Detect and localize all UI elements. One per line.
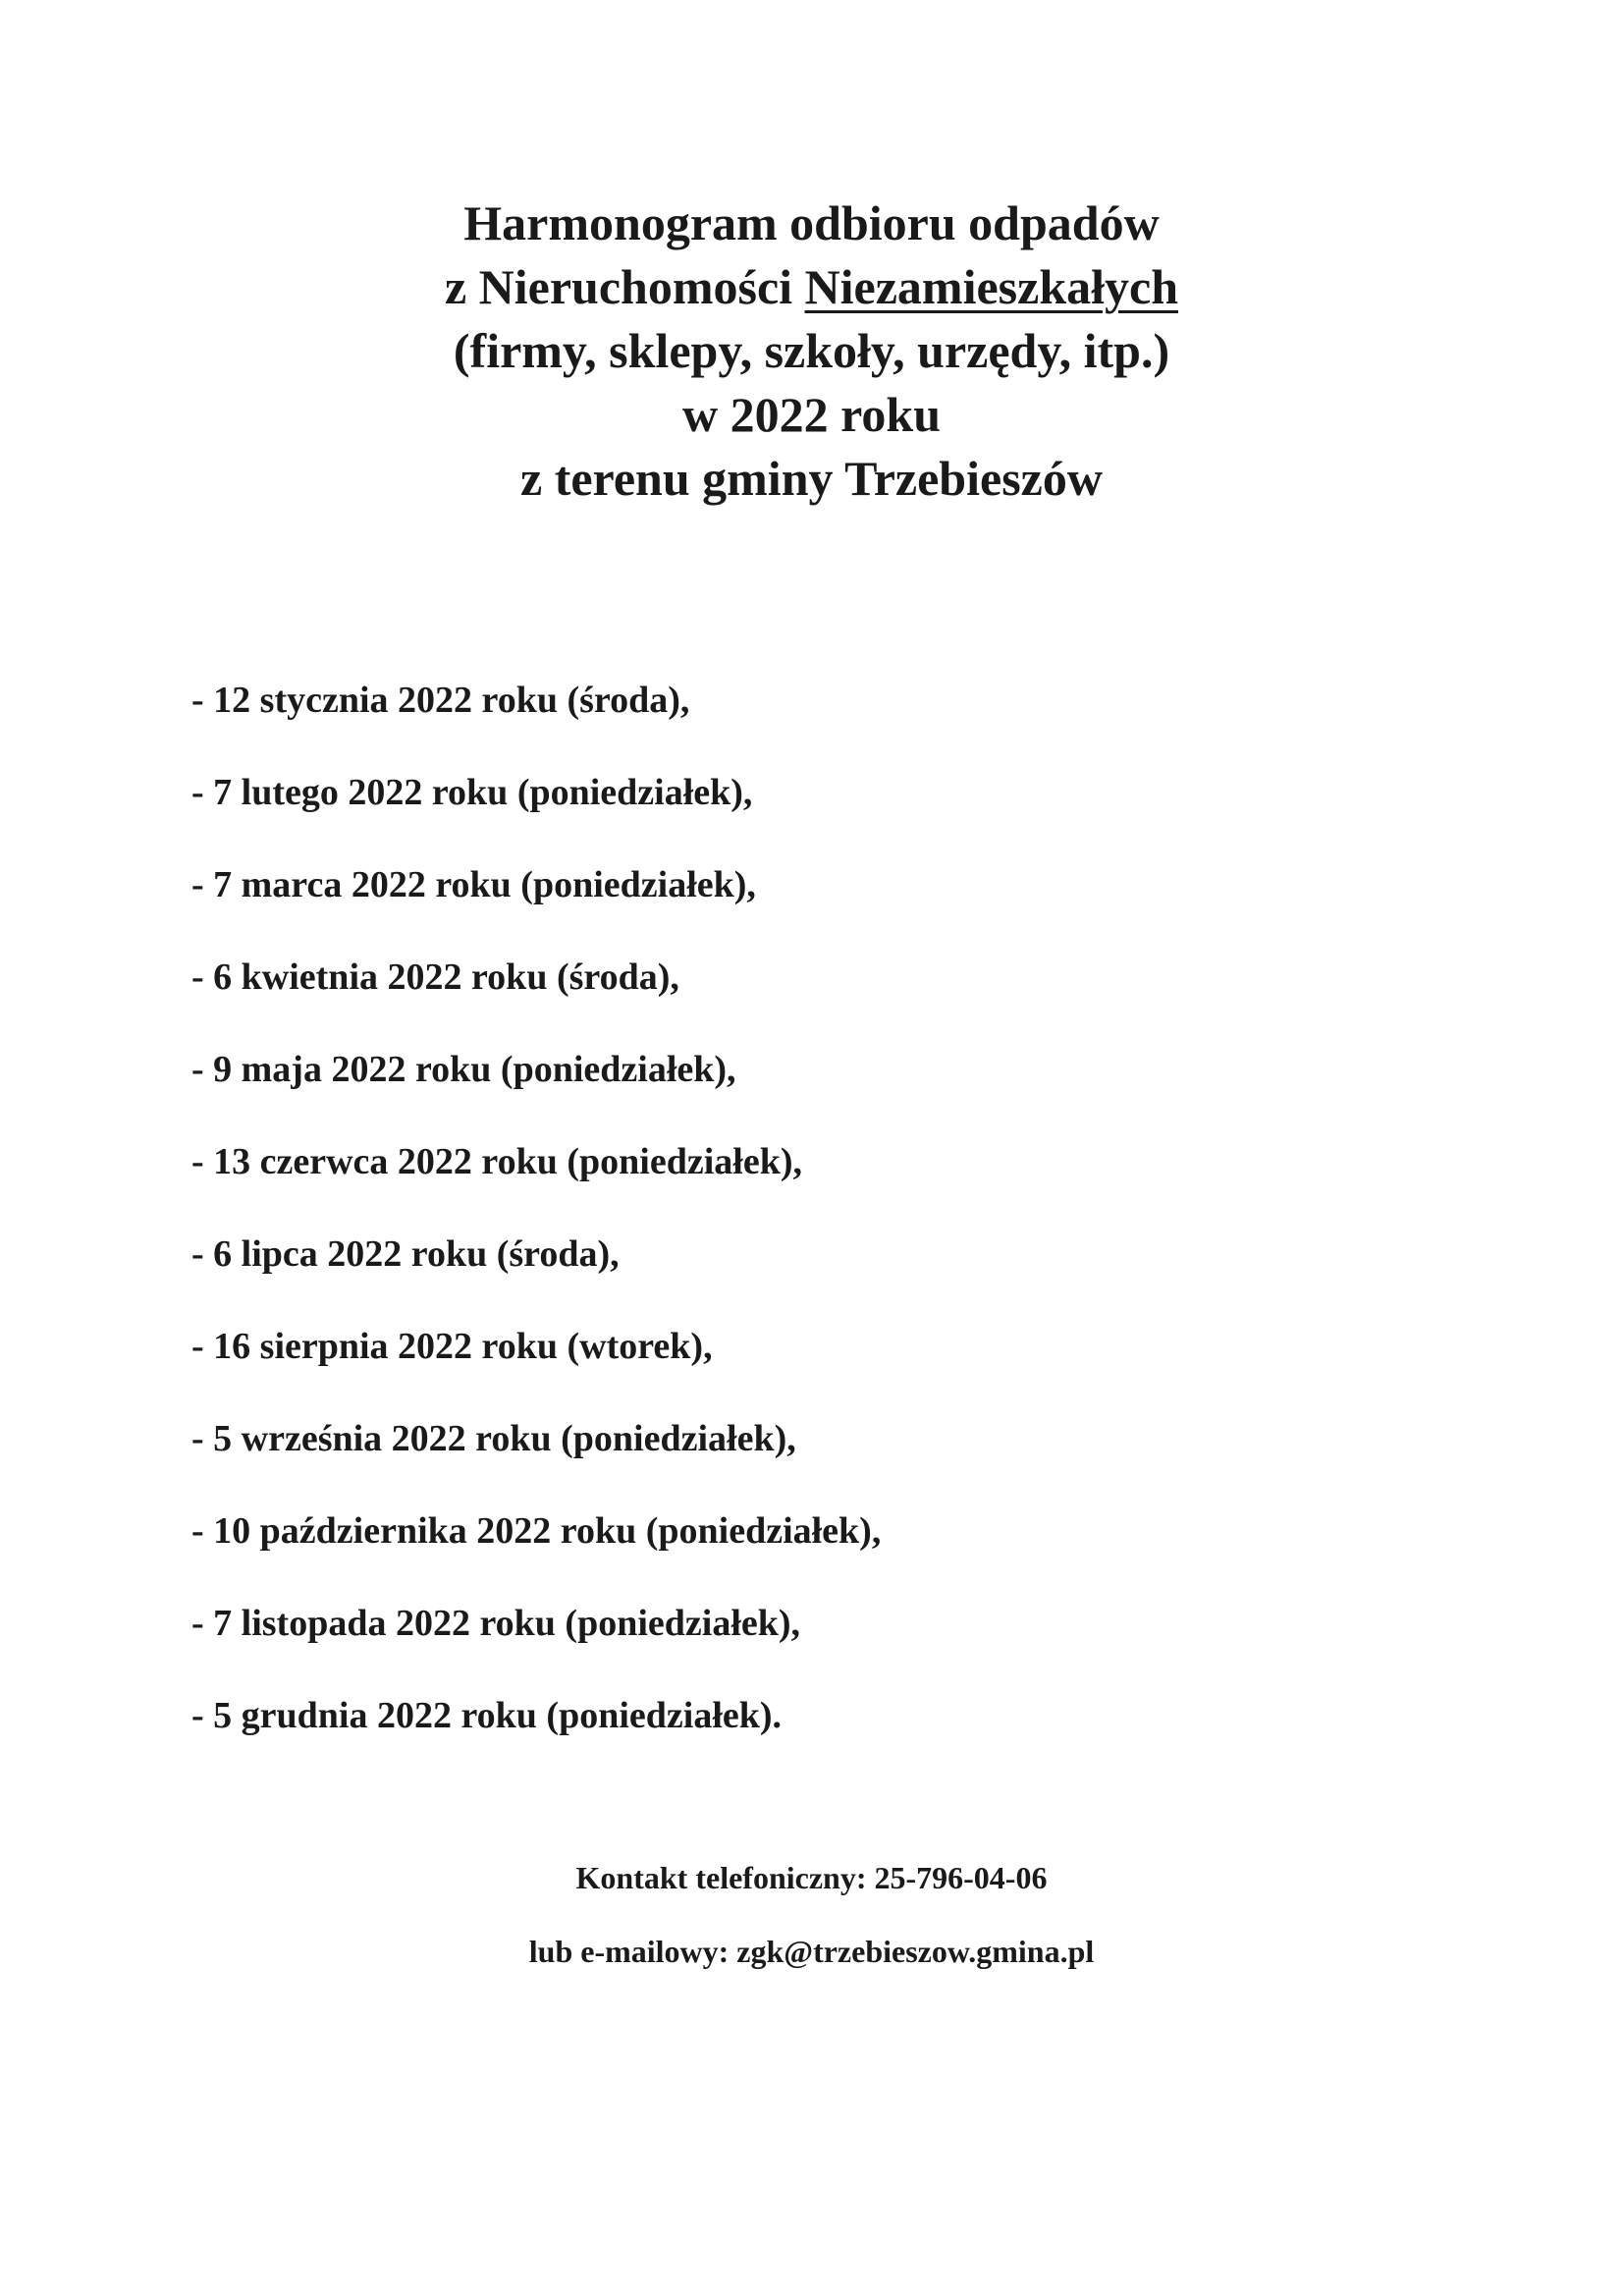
title-line-1: Harmonogram odbioru odpadów bbox=[463, 195, 1160, 250]
schedule-item: - 16 sierpnia 2022 roku (wtorek), bbox=[191, 1326, 713, 1367]
schedule-item: - 6 lipca 2022 roku (środa), bbox=[191, 1233, 620, 1275]
schedule-item: - 6 kwietnia 2022 roku (środa), bbox=[191, 957, 679, 998]
schedule-item: - 7 listopada 2022 roku (poniedziałek), bbox=[191, 1603, 801, 1644]
schedule-item: - 5 września 2022 roku (poniedziałek), bbox=[191, 1418, 796, 1459]
schedule-item: - 7 marca 2022 roku (poniedziałek), bbox=[191, 864, 756, 905]
title-line-3: (firmy, sklepy, szkoły, urzędy, itp.) bbox=[453, 323, 1170, 378]
contact-email: lub e-mailowy: zgk@trzebieszow.gmina.pl bbox=[528, 1934, 1095, 1969]
schedule-item: - 5 grudnia 2022 roku (poniedziałek). bbox=[191, 1695, 783, 1736]
title-line-2 bbox=[0, 255, 1623, 319]
title-line-2-prefix: z Nieruchomości bbox=[444, 259, 805, 314]
schedule-item: - 12 stycznia 2022 roku (środa), bbox=[191, 680, 690, 721]
schedule-item: - 7 lutego 2022 roku (poniedziałek), bbox=[191, 772, 753, 813]
schedule-item: - 9 maja 2022 roku (poniedziałek), bbox=[191, 1049, 736, 1090]
schedule-item: - 13 czerwca 2022 roku (poniedziałek), bbox=[191, 1141, 802, 1182]
schedule-item: - 10 października 2022 roku (poniedziałek), bbox=[191, 1510, 882, 1552]
contact-phone: Kontakt telefoniczny: 25-796-04-06 bbox=[575, 1860, 1048, 1895]
title-line-4: w 2022 roku bbox=[681, 387, 941, 442]
collection-schedule-list bbox=[191, 678, 881, 1785]
contact-info bbox=[0, 1858, 1623, 2005]
title-underlined-word: Niezamieszkałych bbox=[804, 259, 1179, 314]
title-line-5: z terenu gminy Trzebieszów bbox=[520, 451, 1103, 506]
document-title bbox=[0, 191, 1623, 511]
